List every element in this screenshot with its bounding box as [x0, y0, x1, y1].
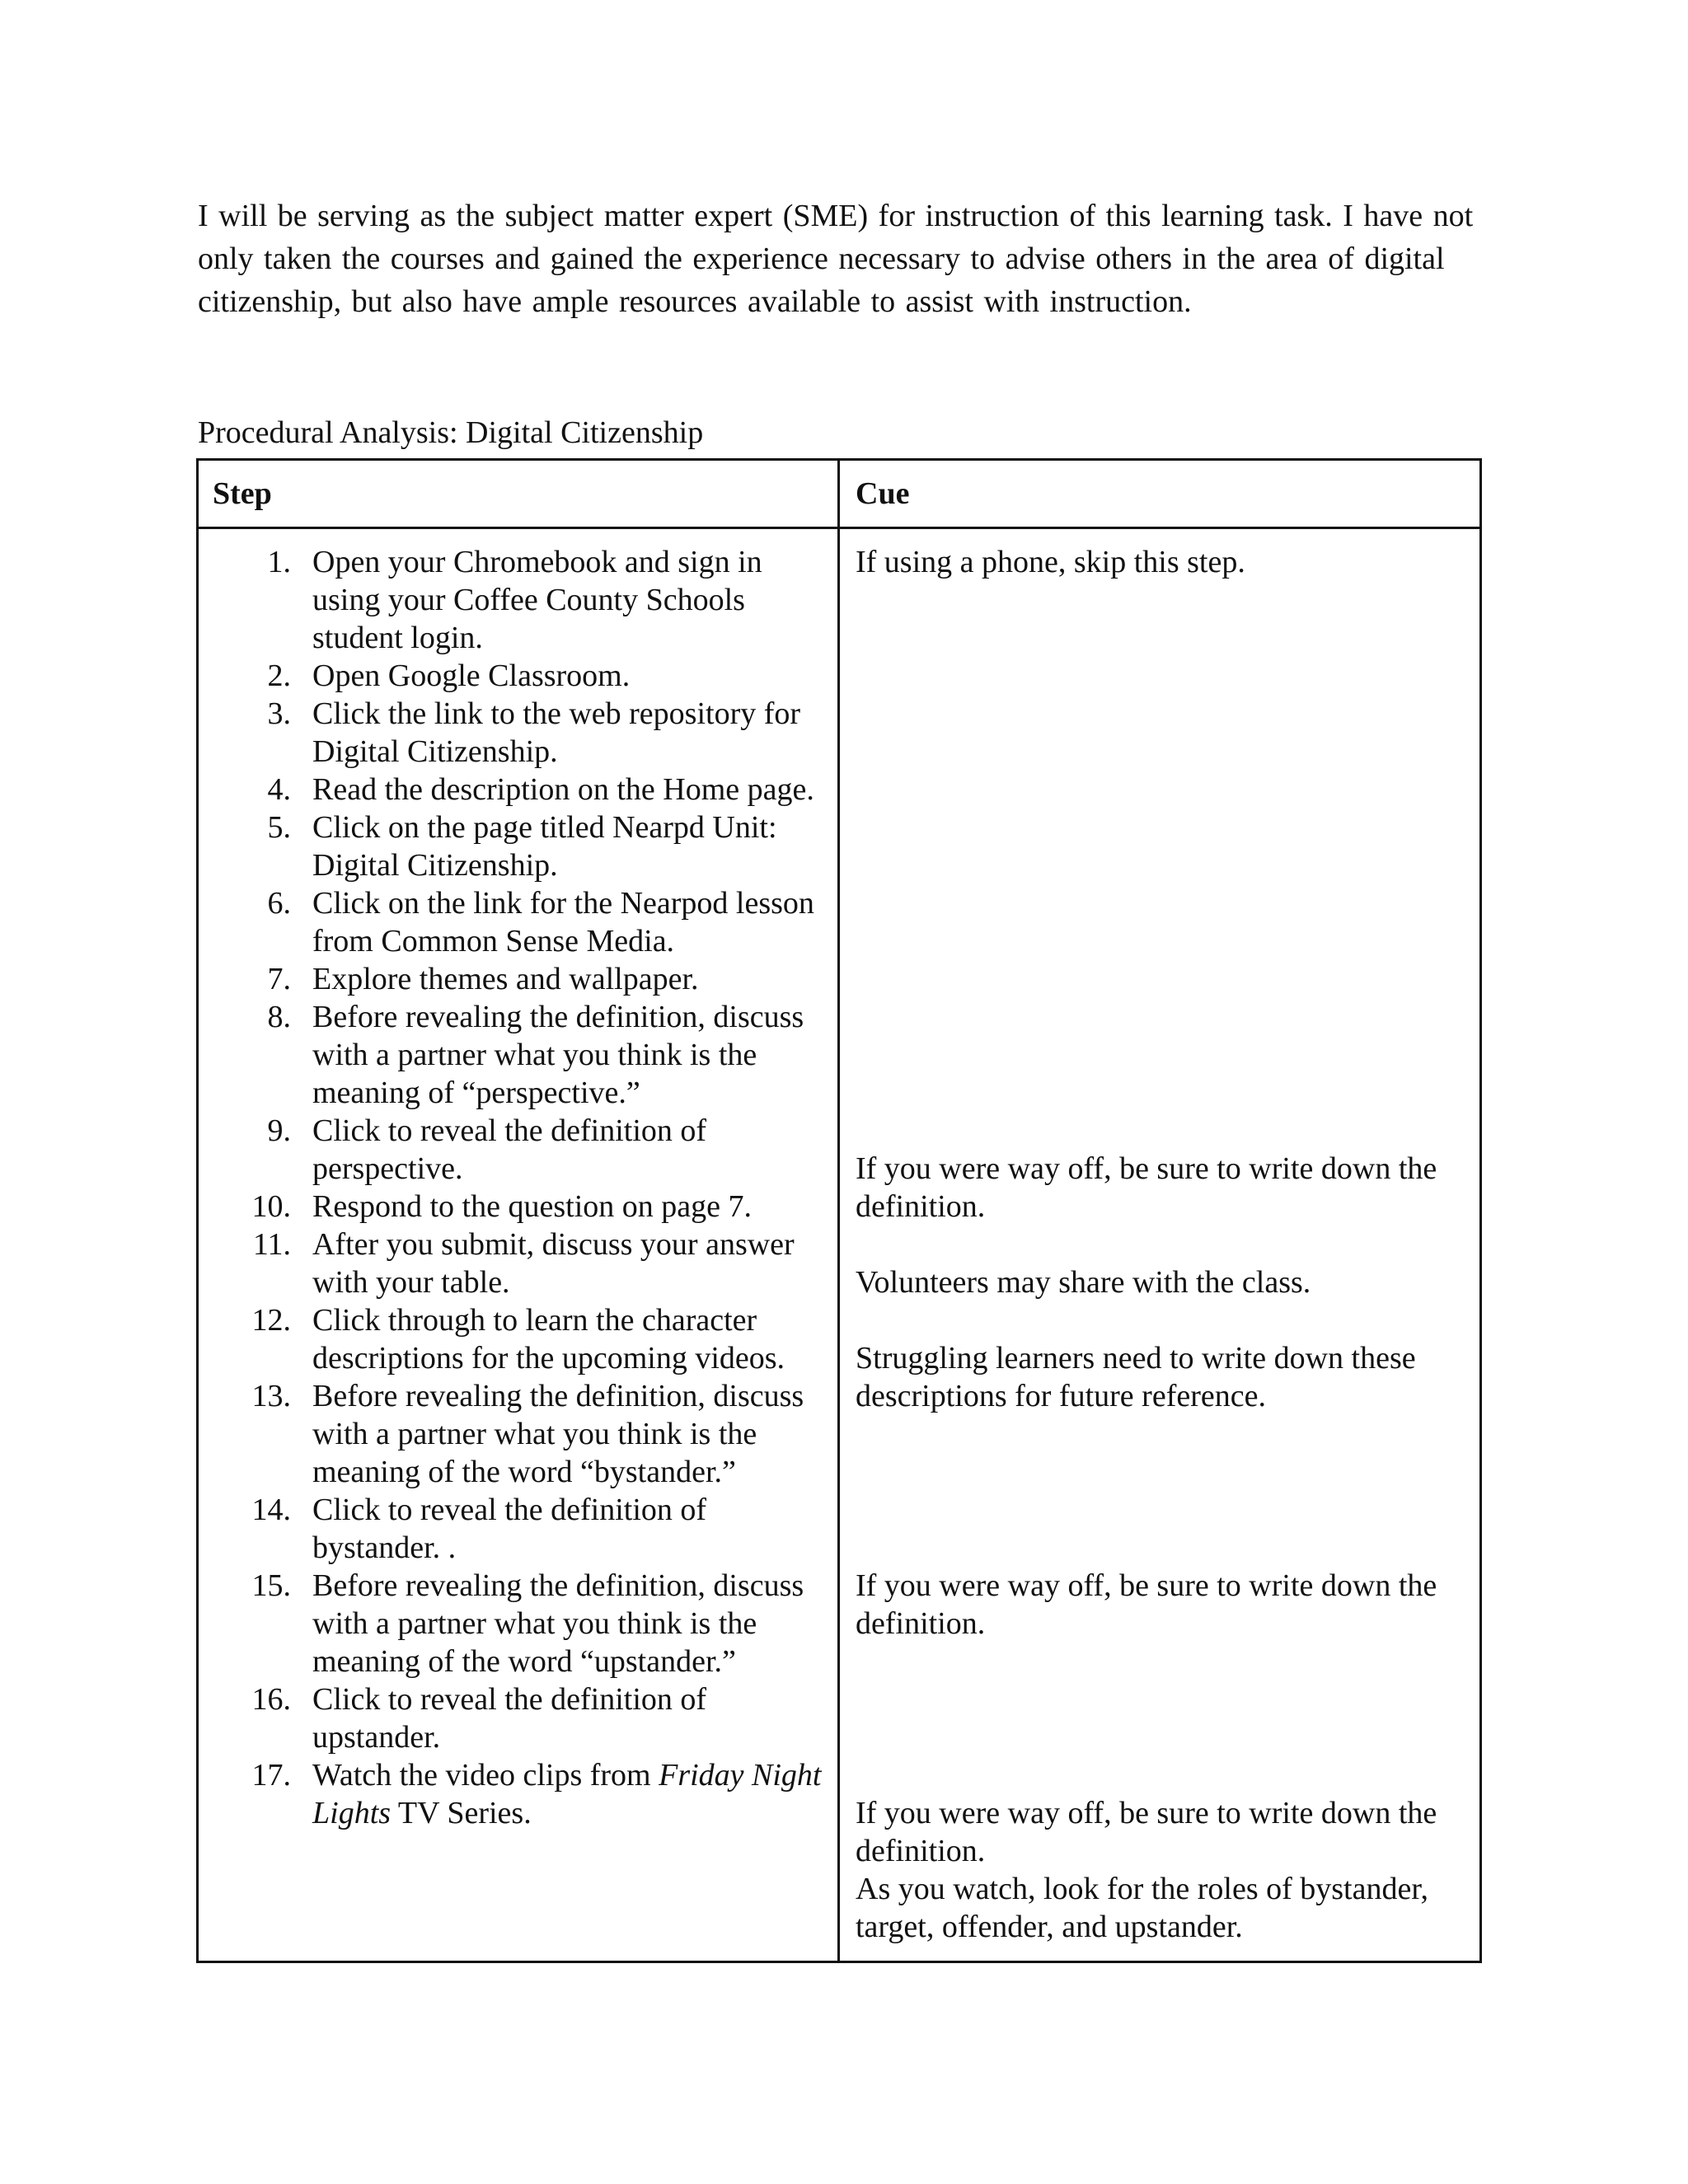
step-number: 7.: [267, 962, 291, 996]
step-number: 12.: [251, 1303, 291, 1338]
step-number: 16.: [251, 1682, 291, 1717]
step-number: 1.: [267, 545, 291, 579]
procedure-table: [196, 458, 1482, 1963]
step-text: After you submit, discuss your answer with your table.: [312, 1227, 795, 1300]
step-item: [199, 1188, 837, 1226]
step-number: 13.: [251, 1379, 291, 1413]
step-number: 9.: [267, 1113, 291, 1148]
step-number: 5.: [267, 810, 291, 845]
show-title: Friday Night Lights: [312, 1758, 822, 1830]
step-text: Click to reveal the definition of perspective.: [312, 1113, 707, 1186]
step-item: [199, 1226, 837, 1301]
step-text: Before revealing the definition, discuss with a partner what you think is the meaning of the word “bystander.”: [312, 1379, 804, 1489]
step-text: Open Google Classroom.: [312, 658, 631, 693]
step-text-after: TV Series.: [391, 1796, 532, 1830]
cue-text: Volunteers may share with the class.: [856, 1265, 1311, 1300]
step-list: [199, 543, 837, 1832]
step-item: [199, 1301, 837, 1377]
step-item: [199, 884, 837, 960]
cue-text: As you watch, look for the roles of bystander, target, offender, and upstander.: [856, 1872, 1428, 1944]
step-number: 14.: [251, 1493, 291, 1527]
step-text: Respond to the question on page 7.: [312, 1189, 752, 1224]
step-item: [199, 808, 837, 884]
step-number: 15.: [251, 1568, 291, 1603]
table-caption: Procedural Analysis: Digital Citizenship: [198, 415, 704, 450]
column-divider: [837, 461, 840, 1961]
step-item: [199, 998, 837, 1112]
step-number: 17.: [251, 1758, 291, 1793]
step-text: Click on the page titled Nearpd Unit: Digital Citizenship.: [312, 810, 777, 883]
step-item: [199, 1377, 837, 1491]
column-header-step: Step: [213, 476, 272, 511]
step-text: Before revealing the definition, discuss with a partner what you think is the meaning of “perspective.”: [312, 1000, 804, 1110]
step-item: [199, 695, 837, 771]
step-item: [199, 1112, 837, 1188]
cue-text: If you were way off, be sure to write down the definition.: [856, 1568, 1437, 1641]
step-number: 8.: [267, 1000, 291, 1034]
cue-text: If you were way off, be sure to write down the definition.: [856, 1796, 1437, 1868]
step-text: Open your Chromebook and sign in using your Coffee County Schools student login.: [312, 545, 762, 655]
step-item: [199, 771, 837, 808]
step-text: Click to reveal the definition of bystander. .: [312, 1493, 707, 1565]
step-text: Explore themes and wallpaper.: [312, 962, 699, 996]
step-text: Read the description on the Home page.: [312, 772, 814, 807]
step-text: Click through to learn the character descriptions for the upcoming videos.: [312, 1303, 785, 1376]
intro-paragraph: I will be serving as the subject matter expert (SME) for instruction of this learning task. I have not only taken the courses and gained the experience necessary to advise others in the area of digital citizenship, but also have ample resources available to assist with instruction.: [198, 199, 1474, 319]
step-number: 10.: [251, 1189, 291, 1224]
step-text: Click on the link for the Nearpod lesson from Common Sense Media.: [312, 886, 814, 958]
column-header-cue: Cue: [856, 476, 910, 511]
step-item: [199, 1680, 837, 1756]
cue-text: If using a phone, skip this step.: [856, 545, 1245, 579]
step-number: 2.: [267, 658, 291, 693]
cue-text: Struggling learners need to write down these descriptions for future reference.: [856, 1341, 1416, 1413]
step-number: 11.: [252, 1227, 291, 1262]
step-text: Click the link to the web repository for Digital Citizenship.: [312, 696, 801, 769]
step-text: Before revealing the definition, discuss with a partner what you think is the meaning of the word “upstander.”: [312, 1568, 804, 1679]
step-item: [199, 1567, 837, 1680]
step-number: 4.: [267, 772, 291, 807]
step-item: [199, 543, 837, 657]
step-item: [199, 1491, 837, 1567]
step-text: Click to reveal the definition of upstander.: [312, 1682, 707, 1755]
step-number: 3.: [267, 696, 291, 731]
header-divider: [199, 527, 1479, 529]
step-number: 6.: [267, 886, 291, 921]
step-item: [199, 1756, 837, 1832]
cue-text: If you were way off, be sure to write down the definition.: [856, 1151, 1437, 1224]
step-text-before: Watch the video clips from: [312, 1758, 659, 1793]
step-item: [199, 960, 837, 998]
step-item: [199, 657, 837, 695]
